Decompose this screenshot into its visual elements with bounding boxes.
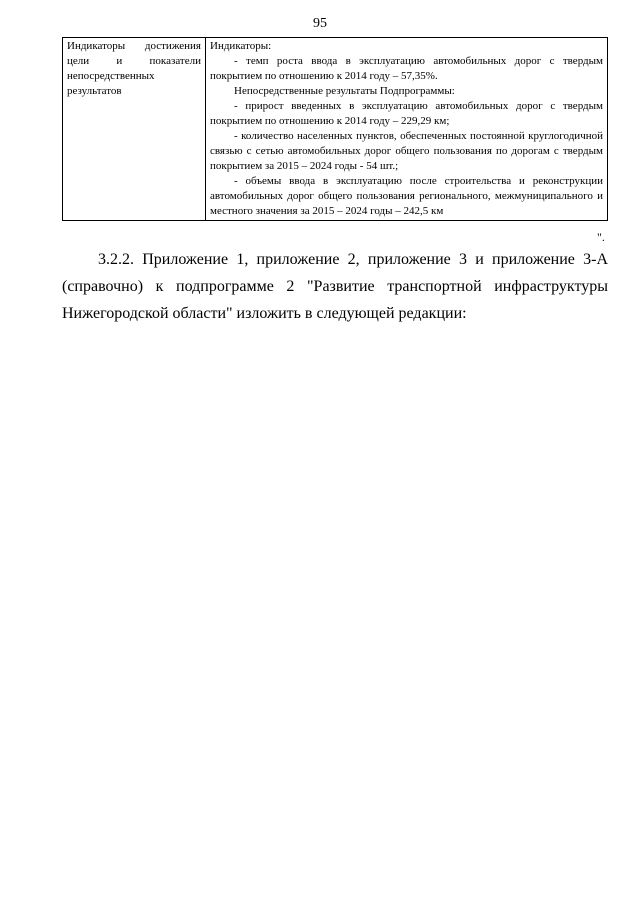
body-paragraph: 3.2.2. Приложение 1, приложение 2, приложение 3 и приложение 3-А (справочно) к подпрограмме 2 "Развитие транспортной инфраструктуры Нижегородской области" изложить в следующей редакции: xyxy=(62,251,608,322)
indicators-table xyxy=(62,37,608,221)
indicator-label-cell: Индикаторы достижения цели и показатели непосредственных результатов xyxy=(63,38,206,221)
closing-quote: ". xyxy=(597,230,605,244)
indicator-item: - темп роста ввода в эксплуатацию автомобильных дорог с твердым покрытием по отношению к 2014 году – 57,35%. xyxy=(210,55,603,82)
indicator-content-cell xyxy=(206,38,608,221)
table-row xyxy=(63,38,608,221)
result-item: - количество населенных пунктов, обеспеченных постоянной круглогодичной связью с сетью автомобильных дорог общего пользования по дорогам с твердым покрытием за 2015 – 2024 годы - 54 шт.; xyxy=(210,130,603,172)
result-item: - объемы ввода в эксплуатацию после строительства и реконструкции автомобильных дорог общего пользования регионального, межмуниципального и местного значения за 2015 – 2024 годы – 242,5 км xyxy=(210,175,603,217)
result-item: - прирост введенных в эксплуатацию автомобильных дорог с твердым покрытием по отношению к 2014 году – 229,29 км; xyxy=(210,100,603,127)
page-number: 95 xyxy=(313,16,327,31)
indicators-heading: Индикаторы: xyxy=(210,40,272,52)
results-heading: Непосредственные результаты Подпрограммы: xyxy=(234,85,455,97)
